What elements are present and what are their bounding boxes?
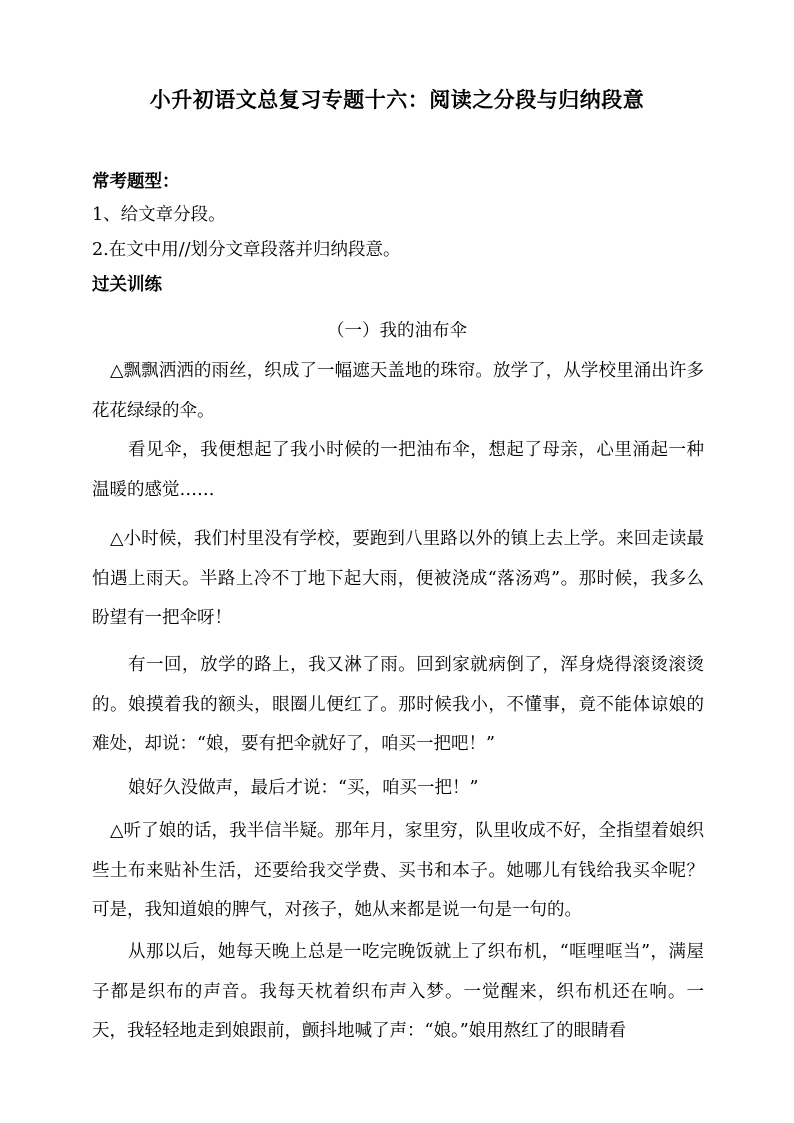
paragraph-3: △小时候，我们村里没有学校，要跑到八里路以外的镇上去上学。来回走读最怕遇上雨天。半路上冷不丁地下起大雨，便被浇成“落汤鸡”。那时候，我多么盼望有一把伞呀！ <box>92 529 704 629</box>
passage-title: （一）我的油布伞 <box>327 321 467 341</box>
paragraph-7: 从那以后，她每天晚上总是一吃完晚饭就上了织布机，“哐哩哐当”，满屋子都是织布的声音。我每天枕着织布声入梦。一觉醒来，织布机还在响。一天，我轻轻地走到娘跟前，颤抖地喊了声：“娘。”娘用熬红了的眼睛看 <box>92 942 704 1042</box>
question-item-1: 1、给文章分段。 <box>92 205 226 225</box>
paragraph-1: △飘飘洒洒的雨丝，织成了一幅遮天盖地的珠帘。放学了，从学校里涌出许多花花绿绿的伞。 <box>92 361 704 421</box>
question-item-2: 2.在文中用//划分文章段落并归纳段意。 <box>92 240 401 260</box>
paragraph-6: △听了娘的话，我半信半疑。那年月，家里穷，队里收成不好，全指望着娘织些土布来贴补生活，还要给我交学费、买书和本子。她哪儿有钱给我买伞呢？可是，我知道娘的脾气，对孩子，她从来都是说一句是一句的。 <box>92 821 704 921</box>
section-heading-question-types: 常考题型： <box>92 172 180 192</box>
document-title: 小升初语文总复习专题十六：阅读之分段与归纳段意 <box>149 87 645 112</box>
paragraph-5: 娘好久没做声，最后才说：“买，咱买一把！” <box>128 778 479 798</box>
paragraph-4: 有一回，放学的路上，我又淋了雨。回到家就病倒了，浑身烧得滚烫滚烫的。娘摸着我的额头，眼圈儿便红了。那时候我小，不懂事，竟不能体谅娘的难处，却说：“娘，要有把伞就好了，咱买一把吧！” <box>92 655 704 755</box>
section-heading-training: 过关训练 <box>92 275 162 295</box>
paragraph-2: 看见伞，我便想起了我小时候的一把油布伞，想起了母亲，心里涌起一种温暖的感觉…… <box>92 440 704 500</box>
